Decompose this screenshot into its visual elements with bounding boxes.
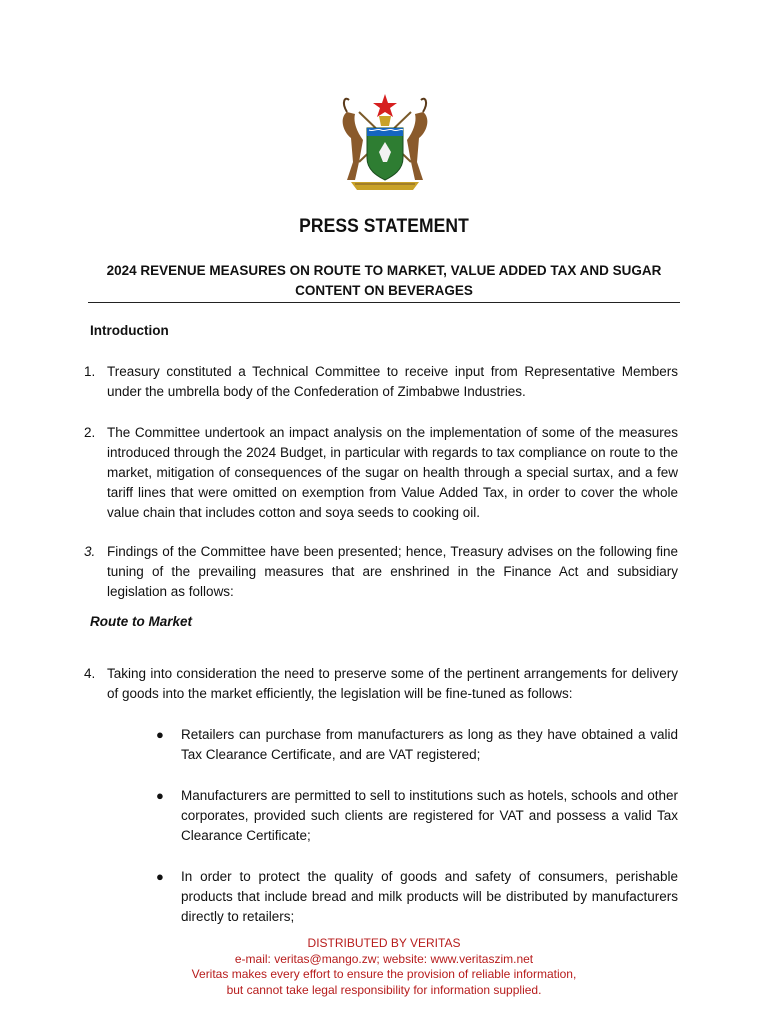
page-title: PRESS STATEMENT [299, 216, 469, 237]
paragraph-number: 2. [84, 425, 96, 440]
section-heading-route-to-market: Route to Market [90, 614, 193, 629]
bullet-item [156, 725, 678, 765]
bullet-dot-icon: ● [156, 788, 164, 803]
footer-distributor: DISTRIBUTED BY VERITAS [307, 936, 461, 950]
paragraph-text: Findings of the Committee have been presented; hence, Treasury advises on the following fine tuning of the prevailing measures that are enshrined in the Finance Act and subsidiary legislation as follows: [107, 544, 678, 599]
bullet-item [156, 786, 678, 846]
paragraph-text: Taking into consideration the need to preserve some of the pertinent arrangements for delivery of goods into the market efficiently, the legislation will be fine-tuned as follows: [107, 666, 678, 701]
paragraph-number: 3. [84, 544, 96, 559]
numbered-paragraph [84, 423, 678, 523]
bullet-dot-icon: ● [156, 727, 164, 742]
footer-contact: e-mail: veritas@mango.zw; website: www.veritaszim.net [234, 951, 534, 966]
numbered-paragraph [84, 542, 678, 602]
bullet-text: Manufacturers are permitted to sell to institutions such as hotels, schools and other corporates, provided such clients are registered for VAT and possess a valid Tax Clearance Certificate; [181, 788, 678, 843]
footer-disclaimer-1: Veritas makes every effort to ensure the provision of reliable information, [191, 967, 577, 981]
page-footer [0, 936, 768, 998]
numbered-paragraph [84, 362, 678, 402]
footer-disclaimer-2: but cannot take legal responsibility for information supplied. [226, 982, 542, 997]
bullet-dot-icon: ● [156, 869, 164, 884]
numbered-paragraph [84, 664, 678, 704]
bullet-item [156, 867, 678, 927]
paragraph-text: Treasury constituted a Technical Committee to receive input from Representative Members under the umbrella body of the Confederation of Zimbabwe Industries. [107, 364, 678, 399]
divider [88, 302, 680, 303]
bullet-text: Retailers can purchase from manufacturers as long as they have obtained a valid Tax Clearance Certificate, and are VAT registered; [181, 727, 678, 762]
zimbabwe-coat-of-arms-icon [329, 92, 441, 198]
paragraph-text: The Committee undertook an impact analysis on the implementation of some of the measures introduced through the 2024 Budget, in particular with regards to tax compliance on route to the market, mitigation of consequences of the sugar on health through a special surtax, and a few tariff lines that were omitted on exemption from Value Added Tax, in order to cover the whole value chain that includes cotton and soya seeds to cooking oil. [107, 425, 678, 520]
paragraph-number: 1. [84, 364, 96, 379]
bullet-text: In order to protect the quality of goods and safety of consumers, perishable products that include bread and milk products will be distributed by manufacturers directly to retailers; [181, 869, 678, 924]
paragraph-number: 4. [84, 666, 96, 681]
document-subtitle: 2024 REVENUE MEASURES ON ROUTE TO MARKET, VALUE ADDED TAX AND SUGAR CONTENT ON BEVERAGES [106, 263, 662, 298]
section-heading-introduction: Introduction [90, 323, 169, 338]
